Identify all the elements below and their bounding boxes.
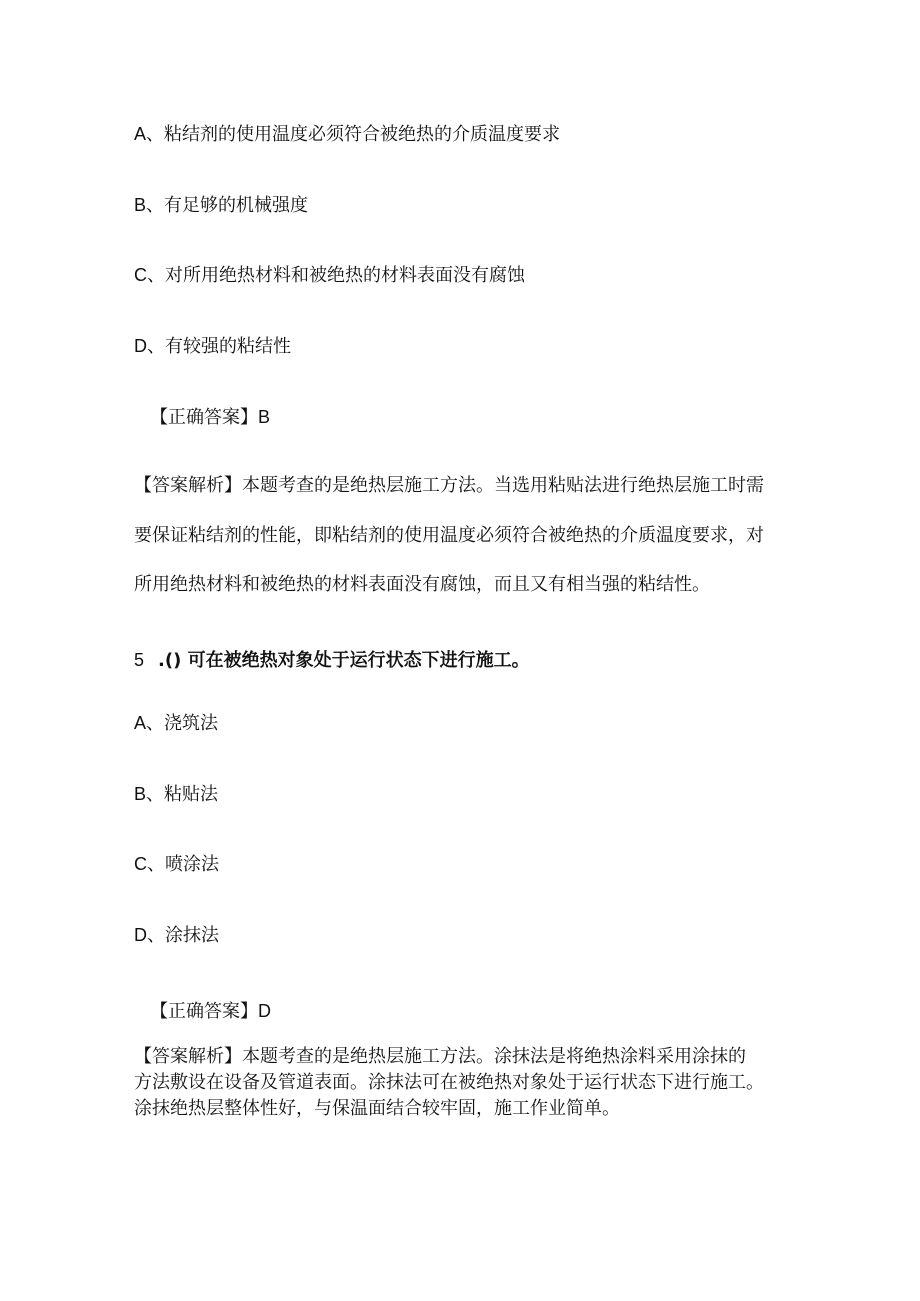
option-text: 粘结剂的使用温度必须符合被绝热的介质温度要求 <box>164 124 561 145</box>
answer-value: B <box>258 407 271 427</box>
explanation-line: 方法敷设在设备及管道表面。涂抹法可在被绝热对象处于运行状态下进行施工。 <box>134 1072 764 1093</box>
answer-label: 【正确答案】 <box>150 1001 258 1022</box>
option-text: 有较强的粘结性 <box>165 336 291 357</box>
option-d <box>134 923 219 948</box>
option-separator: 、 <box>146 124 165 145</box>
option-d <box>134 334 291 359</box>
option-text: 涂抹法 <box>165 925 219 946</box>
option-text: 浇筑法 <box>164 713 219 734</box>
correct-answer <box>150 999 271 1024</box>
option-a <box>134 122 560 147</box>
correct-answer <box>150 405 270 430</box>
option-letter: D <box>134 336 147 356</box>
option-letter: D <box>134 925 147 945</box>
explanation-line: 【答案解析】本题考查的是绝热层施工方法。涂抹法是将绝热涂料采用涂抹的 <box>134 1046 746 1067</box>
option-c <box>134 852 219 877</box>
question-title <box>134 648 530 673</box>
option-letter: C <box>134 854 147 874</box>
question-number: 5 <box>134 650 145 670</box>
option-separator: 、 <box>147 336 165 357</box>
explanation-line: 所用绝热材料和被绝热的材料表面没有腐蚀，而且又有相当强的粘结性。 <box>134 574 710 595</box>
option-b <box>134 782 218 807</box>
option-letter: B <box>134 195 147 215</box>
option-separator: 、 <box>147 925 165 946</box>
option-separator: 、 <box>146 195 165 216</box>
option-separator: 、 <box>147 854 165 875</box>
option-letter: A <box>134 713 147 733</box>
option-a <box>134 711 218 736</box>
option-text: 喷涂法 <box>165 854 219 875</box>
option-text: 对所用绝热材料和被绝热的材料表面没有腐蚀 <box>165 265 525 286</box>
option-b <box>134 193 308 218</box>
option-separator: 、 <box>147 265 165 286</box>
option-letter: C <box>134 265 147 285</box>
option-text: 粘贴法 <box>164 784 219 805</box>
answer-value: D <box>258 1001 271 1021</box>
option-separator: 、 <box>146 784 165 805</box>
explanation-line: 要保证粘结剂的性能，即粘结剂的使用温度必须符合被绝热的介质温度要求，对 <box>134 525 764 546</box>
explanation-line: 【答案解析】本题考查的是绝热层施工方法。当选用粘贴法进行绝热层施工时需 <box>134 475 764 496</box>
explanation-line: 涂抹绝热层整体性好，与保温面结合较牢固，施工作业简单。 <box>134 1098 620 1119</box>
option-c <box>134 263 525 288</box>
option-separator: 、 <box>146 713 165 734</box>
question-text: .() 可在被绝热对象处于运行状态下进行施工。 <box>158 650 530 671</box>
option-letter: A <box>134 124 147 144</box>
answer-label: 【正确答案】 <box>150 407 258 428</box>
option-text: 有足够的机械强度 <box>164 195 309 216</box>
option-letter: B <box>134 784 147 804</box>
